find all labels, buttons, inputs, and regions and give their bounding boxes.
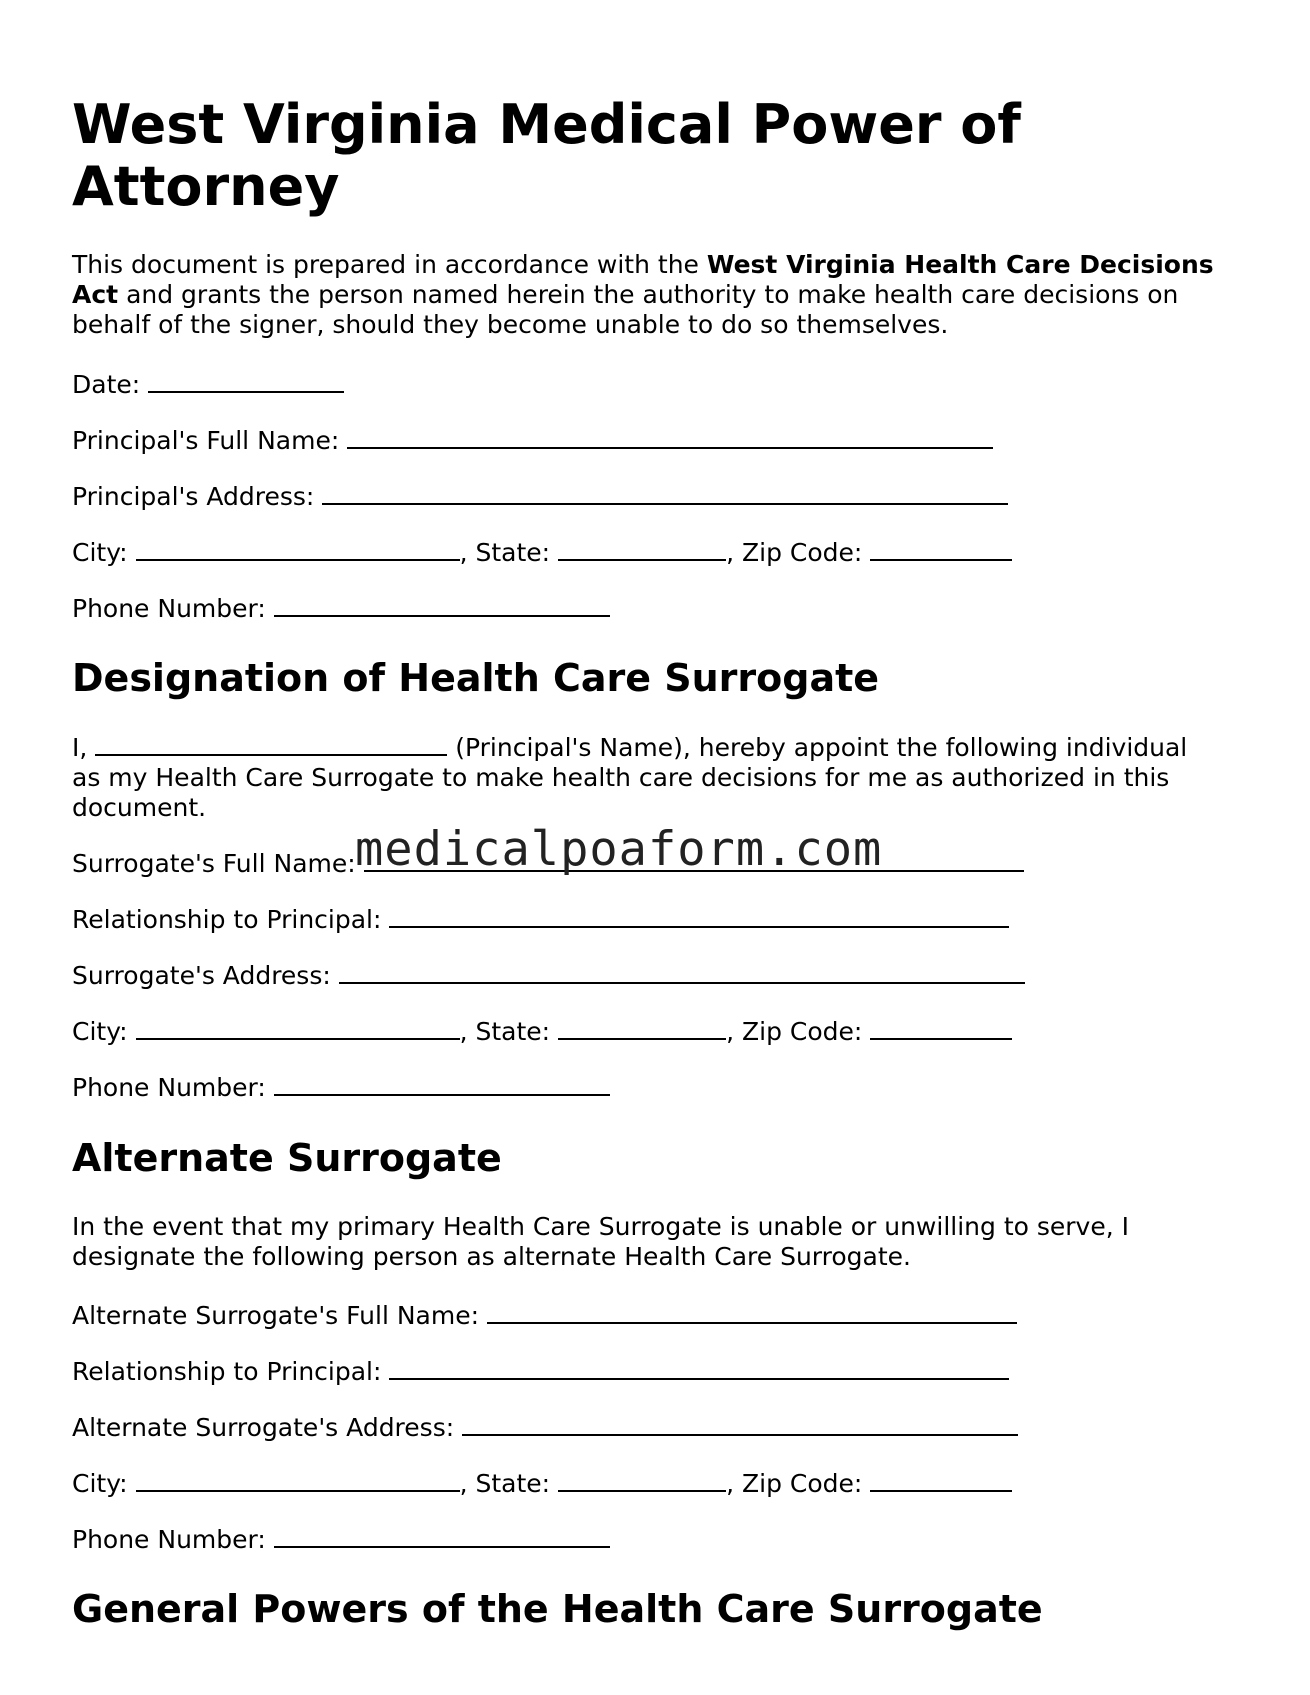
date-label: Date: — [72, 370, 141, 399]
alternate-state-blank[interactable] — [558, 1466, 726, 1492]
surrogate-phone-field — [72, 1070, 610, 1103]
principal-name-label: Principal's Full Name: — [72, 426, 340, 455]
alternate-city-state-zip-field — [72, 1466, 1012, 1499]
city-label: City: — [72, 1469, 128, 1498]
state-label: , State: — [459, 538, 551, 567]
zip-label: , Zip Code: — [726, 1469, 863, 1498]
city-label: City: — [72, 538, 128, 567]
surrogate-relationship-label: Relationship to Principal: — [72, 905, 382, 934]
alternate-phone-field — [72, 1522, 610, 1555]
phone-label: Phone Number: — [72, 1073, 266, 1102]
designation-heading: Designation of Health Care Surrogate — [72, 656, 880, 700]
surrogate-state-blank[interactable] — [558, 1014, 726, 1040]
city-label: City: — [72, 1017, 128, 1046]
appoint-text: (Principal's Name), hereby appoint the following individual as my Health Care Surrogate to make health care decisions for me as authorized in this document. — [72, 733, 1188, 822]
alternate-city-blank[interactable] — [136, 1466, 460, 1492]
watermark: medicalpoaform.com — [355, 822, 883, 877]
principal-address-blank[interactable] — [322, 479, 1008, 505]
surrogate-address-field — [72, 958, 1025, 991]
alternate-relationship-label: Relationship to Principal: — [72, 1357, 382, 1386]
surrogate-address-blank[interactable] — [339, 958, 1025, 984]
principal-zip-blank[interactable] — [870, 535, 1012, 561]
act-name: West Virginia Health Care Decisions Act — [72, 250, 1214, 309]
principal-address-field — [72, 479, 1008, 512]
alternate-name-label: Alternate Surrogate's Full Name: — [72, 1301, 480, 1330]
principal-phone-blank[interactable] — [274, 591, 610, 617]
surrogate-phone-blank[interactable] — [274, 1070, 610, 1096]
date-blank[interactable] — [148, 367, 344, 393]
surrogate-name-label: Surrogate's Full Name: — [72, 849, 356, 878]
appoint-prefix: I, — [72, 733, 88, 762]
surrogate-zip-blank[interactable] — [870, 1014, 1012, 1040]
state-label: , State: — [459, 1469, 551, 1498]
principal-city-blank[interactable] — [136, 535, 460, 561]
intro-paragraph — [72, 250, 1217, 340]
principal-phone-field — [72, 591, 610, 624]
appoint-principal-name-blank[interactable] — [95, 730, 447, 756]
general-powers-heading: General Powers of the Health Care Surrogate — [72, 1587, 1043, 1631]
alternate-relationship-field — [72, 1354, 1009, 1387]
alternate-phone-blank[interactable] — [274, 1522, 610, 1548]
zip-label: , Zip Code: — [726, 538, 863, 567]
date-field — [72, 367, 344, 400]
principal-name-field — [72, 423, 993, 456]
alternate-address-label: Alternate Surrogate's Address: — [72, 1413, 455, 1442]
phone-label: Phone Number: — [72, 594, 266, 623]
principal-name-blank[interactable] — [347, 423, 993, 449]
appoint-paragraph — [72, 730, 1217, 823]
principal-city-state-zip-field — [72, 535, 1012, 568]
surrogate-address-label: Surrogate's Address: — [72, 961, 331, 990]
principal-state-blank[interactable] — [558, 535, 726, 561]
surrogate-city-blank[interactable] — [136, 1014, 460, 1040]
zip-label: , Zip Code: — [726, 1017, 863, 1046]
surrogate-relationship-field — [72, 902, 1009, 935]
alternate-name-blank[interactable] — [487, 1298, 1017, 1324]
alternate-address-field — [72, 1410, 1018, 1443]
surrogate-city-state-zip-field — [72, 1014, 1012, 1047]
document-title: West Virginia Medical Power of Attorney — [72, 93, 1021, 218]
alternate-intro: In the event that my primary Health Care Surrogate is unable or unwilling to serve, I designate the following person as alternate Health Care Surrogate. — [72, 1212, 1129, 1271]
alternate-name-field — [72, 1298, 1017, 1331]
alternate-zip-blank[interactable] — [870, 1466, 1012, 1492]
alternate-heading: Alternate Surrogate — [72, 1136, 502, 1180]
alternate-relationship-blank[interactable] — [389, 1354, 1009, 1380]
state-label: , State: — [459, 1017, 551, 1046]
intro-text-before: This document is prepared in accordance with the — [72, 250, 707, 279]
principal-address-label: Principal's Address: — [72, 482, 315, 511]
surrogate-relationship-blank[interactable] — [389, 902, 1009, 928]
intro-text-after: and grants the person named herein the authority to make health care decisions on behalf of the signer, should they become unable to do so themselves. — [72, 280, 1179, 339]
phone-label: Phone Number: — [72, 1525, 266, 1554]
alternate-address-blank[interactable] — [462, 1410, 1018, 1436]
